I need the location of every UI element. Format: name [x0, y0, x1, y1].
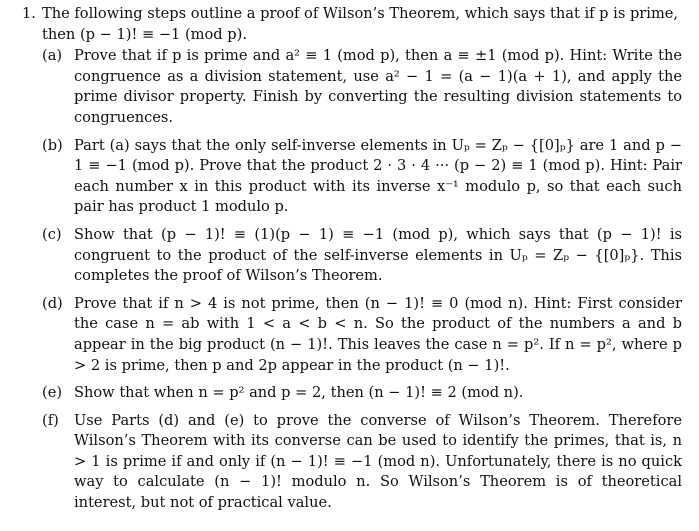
part-text: Prove that if p is prime and a² ≡ 1 (mod p), then a ≡ ±1 (mod p). Hint: Write the congruence as a division statement, use a² − 1 = (a − 1)(a + 1), and apply the prime divisor property. Finish by converting the resulting division statements to congruences. — [74, 47, 682, 126]
part-label: (a) — [42, 47, 63, 65]
part-b — [42, 136, 682, 218]
part-text: Prove that if n > 4 is not prime, then (n − 1)! ≡ 0 (mod n). Hint: First consider the case n = ab with 1 < a < b < n. So the product of the numbers a and b appear in the big product (n − 1)!. This leaves the case n = p². If n = p², where p > 2 is prime, then p and 2p appear in the product (n − 1)!. — [74, 294, 682, 374]
part-a — [42, 46, 682, 128]
part-text: Show that (p − 1)! ≡ (1)(p − 1) ≡ −1 (mod p), which says that (p − 1)! is congruent to the product of the self-inverse elements in Uₚ = Zₚ − {[0]ₚ}. This completes the proof of Wilson’s Theorem. — [74, 225, 682, 285]
part-text: Part (a) says that the only self-inverse elements in Uₚ = Zₚ − {[0]ₚ} are 1 and p − 1 ≡ −1 (mod p). Prove that the product 2 · 3 · 4 ··· (p − 2) ≡ 1 (mod p). Hint: Pair each number x in this product with its inverse x⁻¹ modulo p, so that each such pair has product 1 modulo p. — [74, 136, 682, 216]
part-label: (b) — [42, 136, 63, 154]
part-text: Show that when n = p² and p = 2, then (n − 1)! ≡ 2 (mod n). — [74, 384, 524, 402]
exercise-number: 1. — [22, 5, 36, 22]
part-e — [42, 383, 682, 404]
part-label: (c) — [42, 225, 62, 243]
part-f — [42, 411, 682, 514]
part-text: Use Parts (d) and (e) to prove the converse of Wilson’s Theorem. Therefore Wilson’s Theorem with its converse can be used to identify the primes, that is, n > 1 is prime if and only if (n − 1)! ≡ −1 (mod n). Unfortunately, there is no quick way to calculate (n − 1)! modulo n. So Wilson’s Theorem is of theoretical interest, but not of practical value. — [74, 411, 682, 512]
exercise-1 — [22, 4, 682, 521]
part-label: (d) — [42, 294, 63, 312]
part-d — [42, 294, 682, 376]
part-c — [42, 225, 682, 287]
exercise-parts — [42, 46, 682, 513]
exercise-statement: The following steps outline a proof of Wilson’s Theorem, which says that if p is prime, then (p − 1)! ≡ −1 (mod p). — [42, 5, 679, 43]
part-label: (f) — [42, 411, 59, 429]
part-label: (e) — [42, 384, 63, 402]
